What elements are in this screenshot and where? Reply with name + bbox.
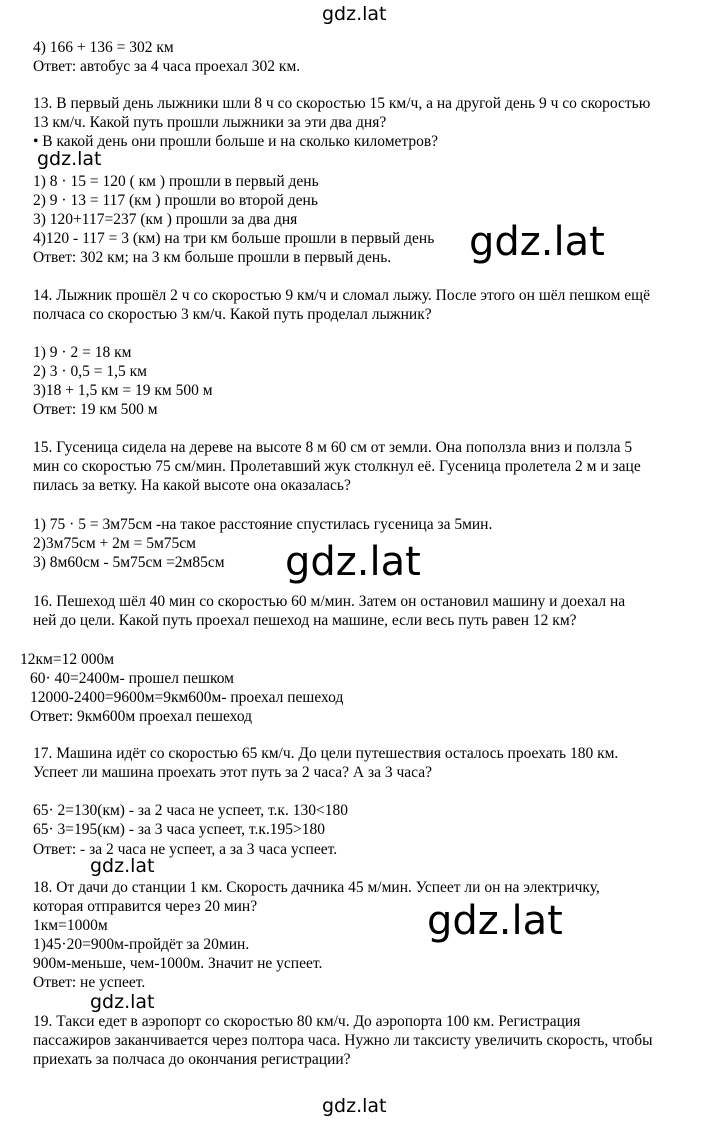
watermark: gdz.lat bbox=[37, 148, 102, 170]
text-line: 13. В первый день лыжники шли 8 ч со скоростью 15 км/ч, а на другой день 9 ч со скоростью bbox=[33, 95, 651, 112]
text-line: 60· 40=2400м- прошел пешком bbox=[30, 670, 234, 687]
text-line: Ответ: автобус за 4 часа проехал 302 км. bbox=[33, 58, 301, 75]
watermark: gdz.lat bbox=[427, 898, 563, 944]
text-line: полчаса со скоростью 3 км/ч. Какой путь проделал лыжник? bbox=[33, 306, 432, 323]
text-line: 12км=12 000м bbox=[20, 651, 115, 668]
text-line: 4)120 - 117 = 3 (км) на три км больше прошли в первый день bbox=[33, 230, 435, 247]
text-line: 12000-2400=9600м=9км600м- проехал пешеход bbox=[30, 689, 344, 706]
text-line: 65· 3=195(км) - за 3 часа успеет, т.к.195>180 bbox=[33, 821, 326, 838]
text-line: 13 км/ч. Какой путь прошли лыжники за эти два дня? bbox=[33, 114, 387, 131]
text-line: 2) 3 · 0,5 = 1,5 км bbox=[33, 363, 147, 380]
text-line: ней до цели. Какой путь проехал пешеход на машине, если весь путь равен 12 км? bbox=[33, 612, 577, 629]
text-line: 18. От дачи до станции 1 км. Скорость дачника 45 м/мин. Успеет ли он на электричку, bbox=[33, 879, 600, 896]
text-line: • В какой день они прошли больше и на сколько километров? bbox=[33, 133, 439, 150]
text-line: 16. Пешеход шёл 40 мин со скоростью 60 м/мин. Затем он остановил машину и доехал на bbox=[33, 593, 626, 610]
text-line: которая отправится через 20 мин? bbox=[33, 898, 258, 915]
watermark: gdz.lat bbox=[90, 855, 155, 877]
text-line: 1) 9 · 2 = 18 км bbox=[33, 344, 132, 361]
text-line: пилась за ветку. На какой высоте она оказалась? bbox=[33, 477, 351, 494]
text-line: 1)45·20=900м-пройдёт за 20мин. bbox=[33, 936, 250, 953]
text-line: 2) 9 · 13 = 117 (км ) прошли во второй день bbox=[33, 192, 318, 209]
text-line: 14. Лыжник прошёл 2 ч со скоростью 9 км/ч и сломал лыжу. После этого он шёл пешком ещё bbox=[33, 287, 650, 304]
text-line: 3) 8м60см - 5м75см =2м85см bbox=[33, 554, 225, 571]
text-line: 4) 166 + 136 = 302 км bbox=[33, 39, 174, 56]
text-line: 3)18 + 1,5 км = 19 км 500 м bbox=[33, 382, 213, 399]
text-line: 17. Машина идёт со скоростью 65 км/ч. До цели путешествия осталось проехать 180 км. bbox=[33, 745, 619, 762]
watermark: gdz.lat bbox=[469, 219, 605, 265]
text-line: 1) 75 · 5 = 3м75см -на такое расстояние спустилась гусеница за 5мин. bbox=[33, 516, 493, 533]
text-line: Ответ: не успеет. bbox=[33, 974, 146, 991]
text-line: 15. Гусеница сидела на дереве на высоте 8 м 60 см от земли. Она поползла вниз и ползла 5 bbox=[33, 439, 633, 456]
watermark: gdz.lat bbox=[90, 991, 155, 1013]
text-line: приехать за полчаса до окончания регистрации? bbox=[33, 1051, 351, 1068]
watermark: gdz.lat bbox=[285, 539, 421, 585]
text-line: пассажиров заканчивается через полтора часа. Нужно ли таксисту увеличить скорость, чтобы bbox=[33, 1032, 653, 1049]
text-line: Успеет ли машина проехать этот путь за 2 часа? А за 3 часа? bbox=[33, 764, 432, 781]
text-line: Ответ: 302 км; на 3 км больше прошли в первый день. bbox=[33, 249, 392, 266]
text-line: Ответ: 19 км 500 м bbox=[33, 401, 158, 418]
text-line: 65· 2=130(км) - за 2 часа не успеет, т.к. 130<180 bbox=[33, 802, 348, 819]
text-line: 19. Такси едет в аэропорт со скоростью 80 км/ч. До аэропорта 100 км. Регистрация bbox=[33, 1013, 581, 1030]
text-line: 2)3м75см + 2м = 5м75см bbox=[33, 535, 196, 552]
text-line: мин со скоростью 75 см/мин. Пролетавший жук столкнул её. Гусеница пролетела 2 м и заце bbox=[33, 458, 641, 475]
text-line: 3) 120+117=237 (км ) прошли за два дня bbox=[33, 211, 298, 228]
watermark-top: gdz.lat bbox=[322, 3, 387, 25]
text-line: 1км=1000м bbox=[33, 917, 108, 934]
watermark-bottom: gdz.lat bbox=[322, 1095, 387, 1117]
text-line: 1) 8 · 15 = 120 ( км ) прошли в первый день bbox=[33, 173, 319, 190]
text-line: Ответ: 9км600м проехал пешеход bbox=[30, 708, 253, 725]
text-line: Ответ: - за 2 часа не успеет, а за 3 часа успеет. bbox=[33, 841, 338, 858]
text-line: 900м-меньше, чем-1000м. Значит не успеет. bbox=[33, 955, 323, 972]
